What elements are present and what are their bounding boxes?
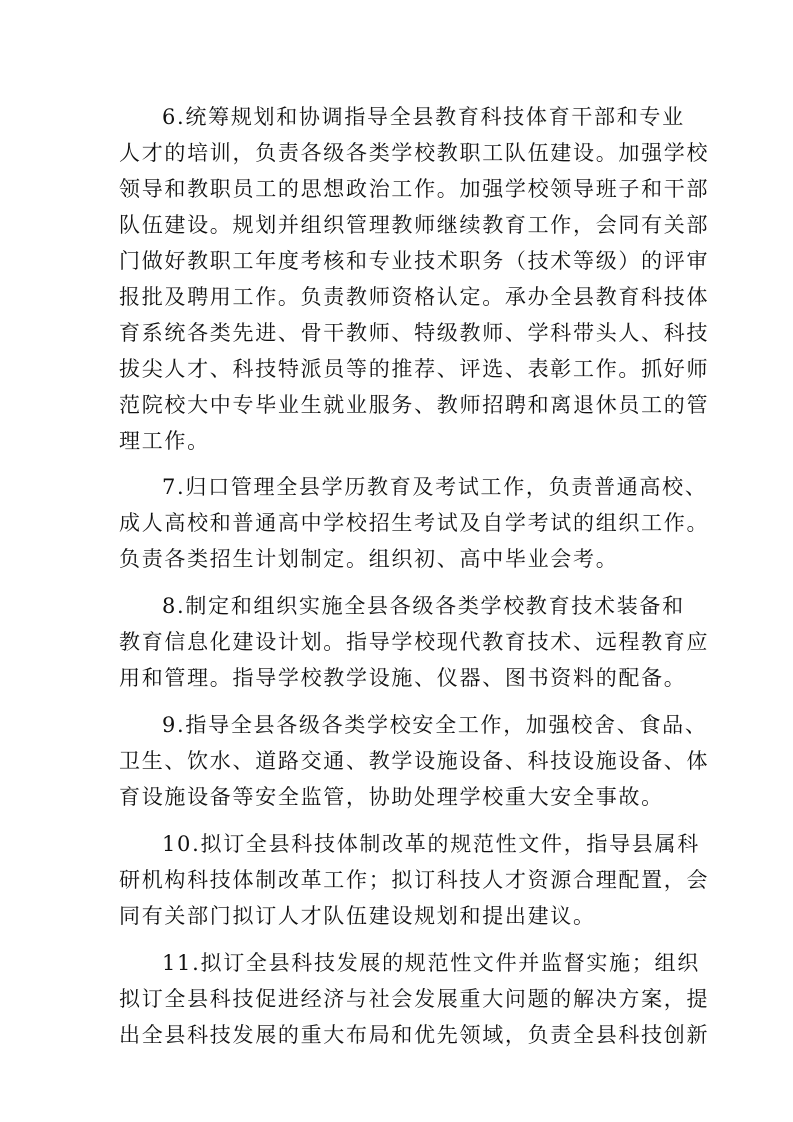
item-6-line-7: 育系统各类先进、骨干教师、特级教师、学科带头人、科技 bbox=[119, 321, 710, 345]
item-10-line-2: 研机构科技体制改革工作；拟订科技人才资源合理配置，会 bbox=[119, 868, 710, 892]
item-11-line-3: 出全县科技发展的重大布局和优先领域，负责全县科技创新 bbox=[119, 1023, 710, 1047]
item-9-line-2: 卫生、饮水、道路交通、教学设施设备、科技设施设备、体 bbox=[119, 749, 710, 773]
item-6-line-10: 理工作。 bbox=[119, 429, 210, 453]
item-8-line-2: 教育信息化建设计划。指导学校现代教育技术、远程教育应 bbox=[119, 630, 710, 654]
item-7-line-1: 7.归口管理全县学历教育及考试工作，负责普通高校、 bbox=[162, 475, 708, 499]
item-6-line-6: 报批及聘用工作。负责教师资格认定。承办全县教育科技体 bbox=[119, 285, 710, 309]
item-8-line-1: 8.制定和组织实施全县各级各类学校教育技术装备和 bbox=[162, 594, 685, 618]
item-11-line-2: 拟订全县科技促进经济与社会发展重大问题的解决方案，提 bbox=[119, 987, 710, 1011]
item-9-line-3: 育设施设备等安全监管，协助处理学校重大安全事故。 bbox=[119, 785, 664, 809]
item-6-line-3: 领导和教职员工的思想政治工作。加强学校领导班子和干部 bbox=[119, 177, 710, 201]
item-6-line-9: 范院校大中专毕业生就业服务、教师招聘和离退休员工的管 bbox=[119, 393, 710, 417]
item-10-line-1: 10.拟订全县科技体制改革的规范性文件，指导县属科 bbox=[162, 832, 700, 856]
item-7-line-3: 负责各类招生计划制定。组织初、高中毕业会考。 bbox=[119, 547, 619, 571]
item-7-line-2: 成人高校和普通高中学校招生考试及自学考试的组织工作。 bbox=[119, 511, 710, 535]
item-10-line-3: 同有关部门拟订人才队伍建设规划和提出建议。 bbox=[119, 904, 596, 928]
item-6-line-4: 队伍建设。规划并组织管理教师继续教育工作，会同有关部 bbox=[119, 213, 710, 237]
item-8-line-3: 用和管理。指导学校教学设施、仪器、图书资料的配备。 bbox=[119, 666, 687, 690]
item-6-line-1: 6.统筹规划和协调指导全县教育科技体育干部和专业 bbox=[162, 105, 685, 129]
item-11-line-1: 11.拟订全县科技发展的规范性文件并监督实施；组织 bbox=[162, 951, 700, 975]
item-6-line-5: 门做好教职工年度考核和专业技术职务（技术等级）的评审 bbox=[119, 249, 710, 273]
item-6-line-8: 拔尖人才、科技特派员等的推荐、评选、表彰工作。抓好师 bbox=[119, 357, 710, 381]
item-6-line-2: 人才的培训，负责各级各类学校教职工队伍建设。加强学校 bbox=[119, 141, 710, 165]
item-9-line-1: 9.指导全县各级各类学校安全工作，加强校舍、食品、 bbox=[162, 713, 708, 737]
